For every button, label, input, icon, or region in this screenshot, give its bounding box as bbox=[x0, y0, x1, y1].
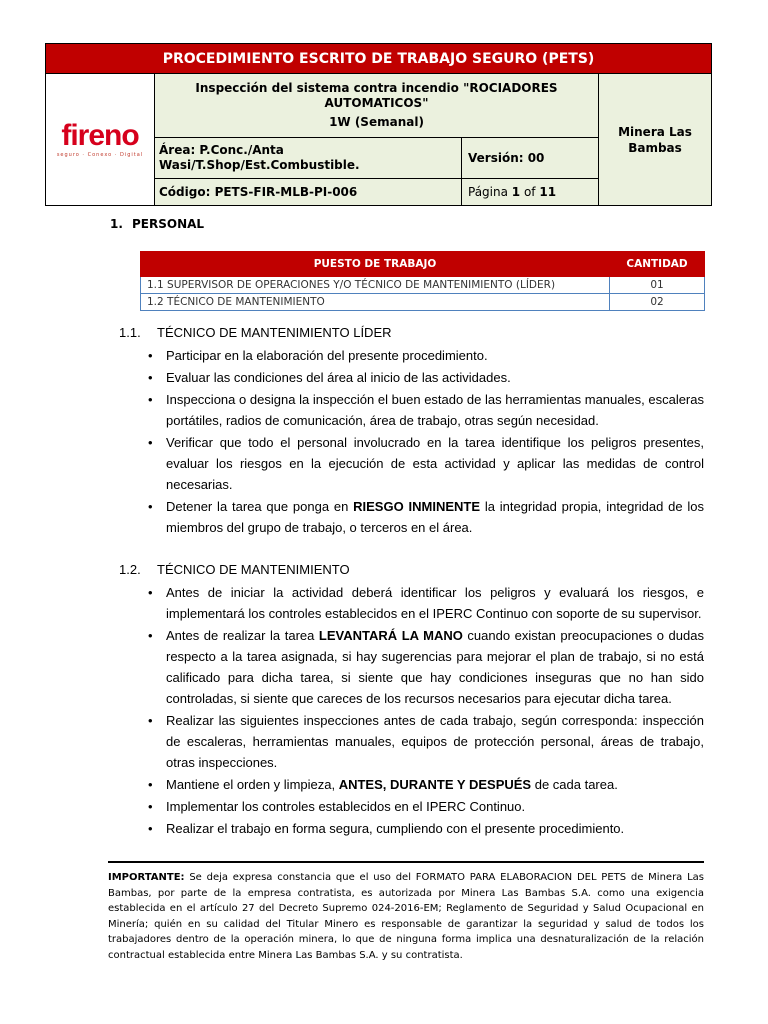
version-field: Versión: 00 bbox=[462, 138, 599, 179]
table-row bbox=[141, 277, 705, 294]
item-text: Mantiene el orden y limpieza, bbox=[166, 777, 339, 792]
list-item: • Realizar el trabajo en forma segura, cumpliendo con el presente procedimiento. bbox=[148, 818, 704, 839]
fireno-logo: fireno bbox=[61, 119, 139, 152]
item-text: Antes de realizar la tarea bbox=[166, 628, 319, 643]
list-item: • Evaluar las condiciones del área al inicio de las actividades. bbox=[148, 367, 704, 388]
document-header bbox=[45, 43, 712, 206]
subsection-heading-tecnico bbox=[119, 562, 350, 577]
item-text: cuando existan preocupaciones o dudas respecto a la tarea asignada, si hay sugerencias para mejorar el plan de trabajo, si no está calificado para dicha tarea, si siente que hay condiciones inseguras que no han sido controladas, si siente que careces de los recursos necesarios para ejecutar dicha tarea. bbox=[166, 628, 704, 706]
quantity-cell: 01 bbox=[610, 277, 705, 294]
page-field bbox=[462, 179, 599, 206]
footer-label: IMPORTANTE: bbox=[108, 872, 185, 883]
list-item bbox=[148, 625, 704, 709]
lider-responsibilities-list bbox=[148, 345, 704, 539]
list-item: • Inspecciona o designa la inspección el buen estado de las herramientas manuales, escaleras portátiles, radios de comunicación, área de trabajo, otras según necesidad. bbox=[148, 389, 704, 431]
subsection-number: 1.2. bbox=[119, 562, 141, 577]
section-title: PERSONAL bbox=[132, 217, 205, 231]
column-header-quantity: CANTIDAD bbox=[610, 252, 705, 277]
company-logo bbox=[46, 74, 155, 206]
page-total: 11 bbox=[539, 185, 557, 199]
list-item: • Realizar las siguientes inspecciones antes de cada trabajo, según corresponda: inspección de escaleras, herramientas manuales, equipos de protección personal, áreas de trabajo, otras inspecciones. bbox=[148, 710, 704, 773]
company-name: Minera Las Bambas bbox=[599, 74, 712, 206]
description-frequency: 1W (Semanal) bbox=[329, 115, 424, 129]
item-text: la integridad propia, integridad de los miembros del grupo de trabajo, o terceros en el área. bbox=[166, 499, 704, 535]
logo-tagline: seguro · Conexo · Digital bbox=[56, 152, 144, 158]
page-number: 1 bbox=[511, 185, 521, 199]
item-emphasis: RIESGO INMINENTE bbox=[353, 499, 481, 514]
subsection-number: 1.1. bbox=[119, 325, 141, 340]
quantity-cell: 02 bbox=[610, 294, 705, 311]
item-emphasis: LEVANTARÁ LA MANO bbox=[318, 628, 463, 643]
tecnico-responsibilities-list bbox=[148, 582, 704, 840]
list-item bbox=[148, 496, 704, 538]
page-of: of bbox=[520, 185, 540, 199]
list-item: • Participar en la elaboración del presente procedimiento. bbox=[148, 345, 704, 366]
job-cell: 1.1 SUPERVISOR DE OPERACIONES Y/O TÉCNICO DE MANTENIMIENTO (LÍDER) bbox=[141, 277, 610, 294]
document-title: PROCEDIMIENTO ESCRITO DE TRABAJO SEGURO (PETS) bbox=[46, 44, 712, 74]
footer-text: Se deja expresa constancia que el uso del FORMATO PARA ELABORACION DEL PETS de Minera Las Bambas, por parte de la empresa contratista, es autorizada por Minera Las Bambas S.A. como una exigencia establecida en el artículo 27 del Decreto Supremo 024-2016-EM; Reglamento de Seguridad y Salud Ocupacional en Minería; quién en su calidad del Titular Minero es responsable de garantizar la seguridad y salud de todos los trabajadores dentro de la operación minera, lo que de ninguna forma implica una desnaturalización de la relación contractual establecida entre Minera Las Bambas S.A. y su contratista. bbox=[108, 872, 704, 961]
list-item: • Implementar los controles establecidos en el IPERC Continuo. bbox=[148, 796, 704, 817]
job-cell: 1.2 TÉCNICO DE MANTENIMIENTO bbox=[141, 294, 610, 311]
item-text: Detener la tarea que ponga en bbox=[166, 499, 354, 514]
page-prefix: Página bbox=[468, 185, 512, 199]
list-item: • Antes de iniciar la actividad deberá identificar los peligros y evaluará los riesgos, e implementará los controles establecidos en el IPERC Continuo con soporte de su supervisor. bbox=[148, 582, 704, 624]
column-header-job: PUESTO DE TRABAJO bbox=[141, 252, 610, 277]
subsection-title: TÉCNICO DE MANTENIMIENTO LÍDER bbox=[157, 325, 392, 340]
subsection-title: TÉCNICO DE MANTENIMIENTO bbox=[157, 562, 350, 577]
footer-divider bbox=[108, 861, 704, 863]
personnel-table bbox=[140, 251, 705, 311]
description-line1: Inspección del sistema contra incendio "ROCIADORES AUTOMATICOS" bbox=[195, 81, 558, 110]
code-field: Código: PETS-FIR-MLB-PI-006 bbox=[155, 179, 462, 206]
subsection-heading-lider bbox=[119, 325, 392, 340]
item-text: de cada tarea. bbox=[531, 777, 618, 792]
area-field: Área: P.Conc./Anta Wasi/T.Shop/Est.Combustible. bbox=[155, 138, 462, 179]
list-item bbox=[148, 774, 704, 795]
footer-note bbox=[108, 870, 704, 963]
table-header-row bbox=[141, 252, 705, 277]
table-row bbox=[141, 294, 705, 311]
item-emphasis: ANTES, DURANTE Y DESPUÉS bbox=[338, 777, 532, 792]
section-heading bbox=[110, 217, 204, 231]
section-number: 1. bbox=[110, 217, 123, 231]
procedure-description bbox=[155, 74, 599, 138]
list-item: • Verificar que todo el personal involucrado en la tarea identifique los peligros presentes, evaluar los riesgos en la ejecución de esta actividad y aplicar las medidas de control necesarias. bbox=[148, 432, 704, 495]
